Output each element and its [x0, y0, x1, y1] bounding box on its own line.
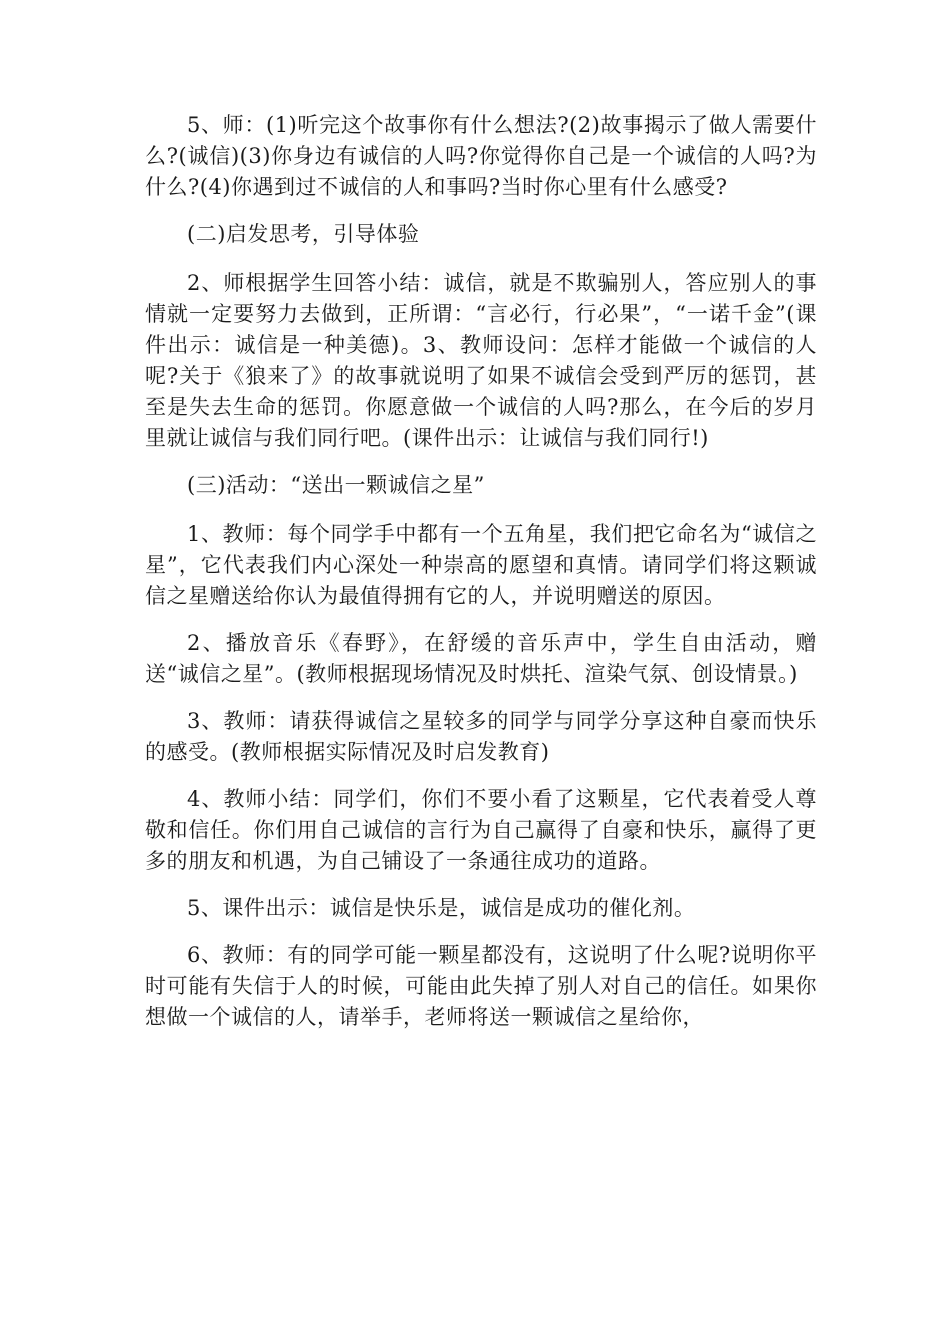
paragraph-activity-4: 4、教师小结：同学们，你们不要小看了这颗星，它代表着受人尊敬和信任。你们用自己诚信的言行为自己赢得了自豪和快乐，赢得了更多的朋友和机遇，为自己铺设了一条通往成功的道路。	[145, 787, 817, 873]
paragraph-activity-2: 2、播放音乐《春野》，在舒缓的音乐声中，学生自由活动，赠送“诚信之星”。(教师根据现场情况及时烘托、渲染气氛、创设情景。)	[145, 631, 817, 686]
section-heading-3: (三)活动：“送出一颗诚信之星”	[187, 473, 485, 497]
paragraph-summary-honesty: 2、师根据学生回答小结：诚信，就是不欺骗别人，答应别人的事情就一定要努力去做到，正所谓：“言必行，行必果”，“一诺千金”(课件出示：诚信是一种美德)。3、教师设问：怎样才能做一个诚信的人呢?关于《狼来了》的故事就说明了如果不诚信会受到严厉的惩罚，甚至是失去生命的惩罚。你愿意做一个诚信的人吗?那么，在今后的岁月里就让诚信与我们同行吧。(课件出示：让诚信与我们同行!)	[145, 271, 817, 450]
paragraph-teacher-questions: 5、师：(1)听完这个故事你有什么想法?(2)故事揭示了做人需要什么?(诚信)(3)你身边有诚信的人吗?你觉得你自己是一个诚信的人吗?为什么?(4)你遇到过不诚信的人和事吗?当时你心里有什么感受?	[145, 113, 817, 199]
document-body	[145, 110, 817, 1049]
paragraph-activity-3: 3、教师：请获得诚信之星较多的同学与同学分享这种自豪而快乐的感受。(教师根据实际情况及时启发教育)	[145, 709, 817, 764]
paragraph-activity-6: 6、教师：有的同学可能一颗星都没有，这说明了什么呢?说明你平时可能有失信于人的时候，可能由此失掉了别人对自己的信任。如果你想做一个诚信的人，请举手，老师将送一颗诚信之星给你，	[145, 943, 817, 1029]
paragraph-activity-5: 5、课件出示：诚信是快乐是，诚信是成功的催化剂。	[187, 896, 696, 920]
paragraph-activity-1: 1、教师：每个同学手中都有一个五角星，我们把它命名为“诚信之星”，它代表我们内心深处一种崇高的愿望和真情。请同学们将这颗诚信之星赠送给你认为最值得拥有它的人，并说明赠送的原因。	[145, 522, 817, 608]
section-heading-2: (二)启发思考，引导体验	[187, 222, 420, 246]
